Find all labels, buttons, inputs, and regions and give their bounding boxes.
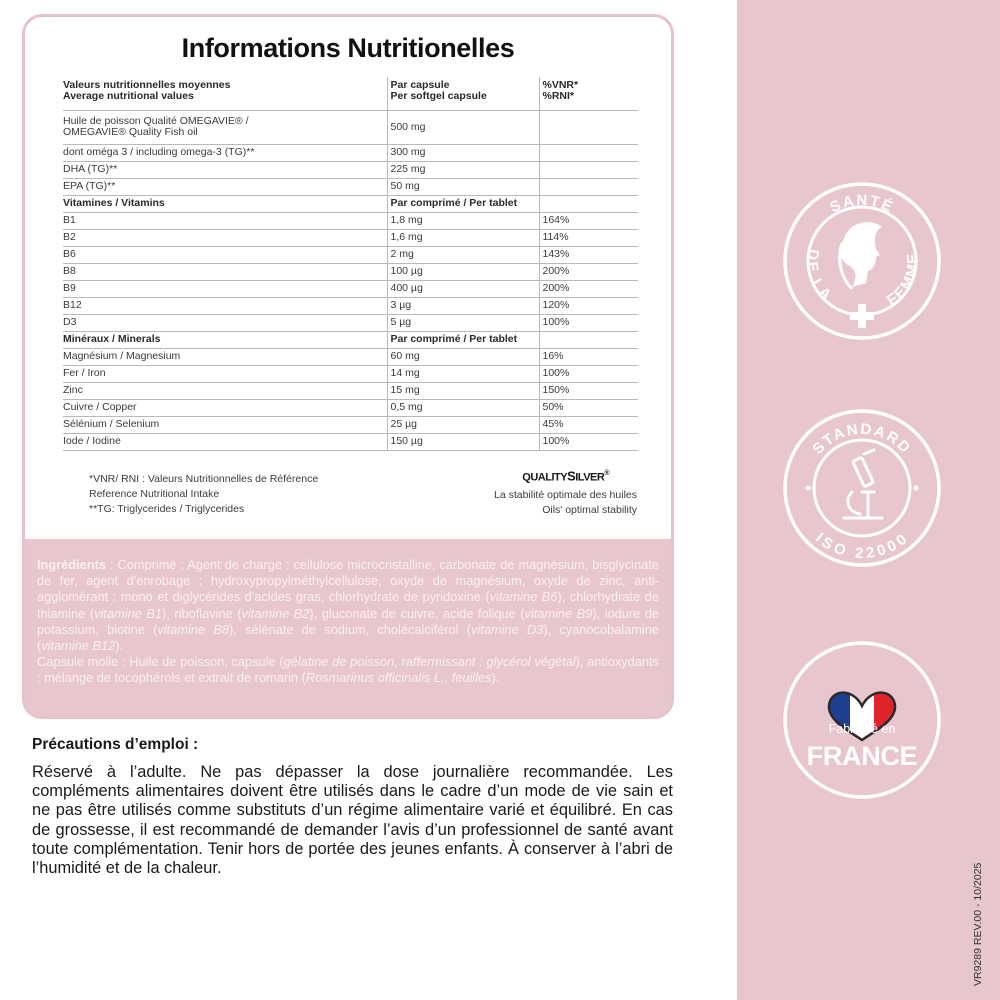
table-row: Zinc 15 mg 150% [63,382,638,399]
badge-panel [737,0,1000,1000]
ingredients-tablet [37,557,659,654]
nutrition-table [63,77,638,451]
ingredients-text: gélatine de poisson, raffermissant : glycérol végétal [283,654,576,670]
table-row: dont oméga 3 / including omega-3 (TG)** 300 mg [63,144,638,161]
ingredients-text: vitamine B6 [489,589,558,605]
table-row: DHA (TG)** 225 mg [63,161,638,178]
table-row: Fer / Iron 14 mg 100% [63,365,638,382]
table-header-row: Valeurs nutritionnelles moyennes Average nutritional values Par capsule Per softgel capsule %VNR* %RNI* [63,77,638,110]
made-in-label: Fabriqué en [828,722,896,736]
ingredients-text: vitamine B12 [41,638,116,654]
precautions-title: Précautions d’emploi : [32,736,199,753]
table-row: B8 100 µg 200% [63,263,638,280]
sante-femme-badge [782,181,942,341]
ingredients-text: vitamine B2 [241,605,310,621]
table-row-fish-oil: Huile de poisson Qualité OMEGAVIE® / OMEGAVIE® Quality Fish oil 500 mg [63,110,638,144]
woman-profile-icon [782,181,942,341]
table-row: B6 2 mg 143% [63,246,638,263]
badge-text-standard: STANDARD [809,420,915,458]
table-row: Magnésium / Magnesium 60 mg 16% [63,348,638,365]
ingredients-text: ). [115,638,124,654]
table-row: Cuivre / Copper 0,5 mg 50% [63,399,638,416]
section-header-vitamins: Vitamines / Vitamins Par comprimé / Per tablet [63,195,638,212]
ingredients-text: vitamine B1 [94,605,163,621]
table-row: B9 400 µg 200% [63,280,638,297]
svg-text:DE LA [803,248,836,305]
svg-text:SANTÉ [827,192,896,216]
table-row: Sélénium / Selenium 25 µg 45% [63,416,638,433]
made-in-france-badge [782,640,942,800]
iso-22000-badge [782,408,942,568]
svg-text:FEMME [884,251,922,309]
table-row: D3 5 µg 100% [63,314,638,331]
badge-text-femme: FEMME [883,250,922,310]
ingredients-text: ). [491,670,500,686]
france-label: FRANCE [806,741,918,771]
nutrition-card [22,14,674,719]
microscope-icon [782,408,942,568]
france-heart-icon [782,640,942,800]
badge-text-sante: SANTÉ [827,191,897,217]
ingredients-section [25,539,671,716]
table-row: EPA (TG)** 50 mg [63,178,638,195]
quality-silver-logo: QUALITYSILVER® [522,468,609,484]
ingredients-text: vitamine D3 [471,621,544,637]
footnotes: *VNR/ RNI : Valeurs Nutritionnelles de Référence Reference Nutritional Intake **TG: Triglycerides / Triglycerides [89,473,319,515]
ingredients-text: Rosmarinus officinalis L., feuilles [305,670,492,686]
table-row: B1 1,8 mg 164% [63,212,638,229]
quality-silver: QUALITYSILVER® La stabilité optimale des huiles Oils' optimal stability [445,466,637,518]
ingredients-text: vitamine B8 [157,621,230,637]
card-title: Informations Nutritionelles [181,33,515,63]
ingredients-text: ), antioxydants : mélange de tocophérols et extrait de romarin ( [37,654,659,686]
ingredients-text: ), chlorhydrate de thiamine ( [37,589,659,621]
ingredients-text: vitamine B9 [524,605,593,621]
ingredients-text: ), riboflavine ( [162,605,242,621]
section-header-minerals: Minéraux / Minerals Par comprimé / Per tablet [63,331,638,348]
ingredients-text: ), iodure de potassium, biotine ( [37,605,660,637]
ingredients-capsule [37,654,659,686]
ingredients-text: ), cyanocobalamine ( [37,621,660,654]
ingredients-text: : Comprimé : Agent de charge : cellulose microcristalline, carbonate de magnésium, bisglycinate de fer, agent d'enrobage : hydroxypropylméthylcellulose, oxyde de magnésium, oxyde de zinc, anti-agglomérant : mono et diglycérides d'acides gras, chlorhydrate de pyridoxine ( [37,557,659,605]
table-row: B12 3 µg 120% [63,297,638,314]
badge-text-de-la: DE LA [803,248,837,306]
ingredients-text: ), sélénate de sodium, cholécalciférol ( [229,621,472,637]
ingredients-label: Ingrédients [37,557,106,572]
ingredients-text: ), gluconate de cuivre, acide folique ( [309,605,525,621]
badge-text-iso: ISO 22000 [811,530,912,563]
precautions-text: Réservé à l’adulte. Ne pas dépasser la dose journalière recommandée. Les compléments alimentaires doivent être utilisés dans le cadre d’un mode de vie sain et ne pas être utilisés comme substituts d’un régime alimentaire varié et équilibré. En cas de grossesse, il est recommandé de demander l’avis d’un professionnel de santé avant toute complémentation. Tenir hors de portée des jeunes enfants. À conserver à l’abri de l’humidité et de la chaleur. [32,763,673,878]
ingredients-text: Capsule molle : Huile de poisson, capsule ( [37,654,284,670]
table-row: Iode / Iodine 150 µg 100% [63,433,638,450]
revision-code: VR9289 REV.00 - 10/2025 [972,862,984,986]
table-row: B2 1,6 mg 114% [63,229,638,246]
